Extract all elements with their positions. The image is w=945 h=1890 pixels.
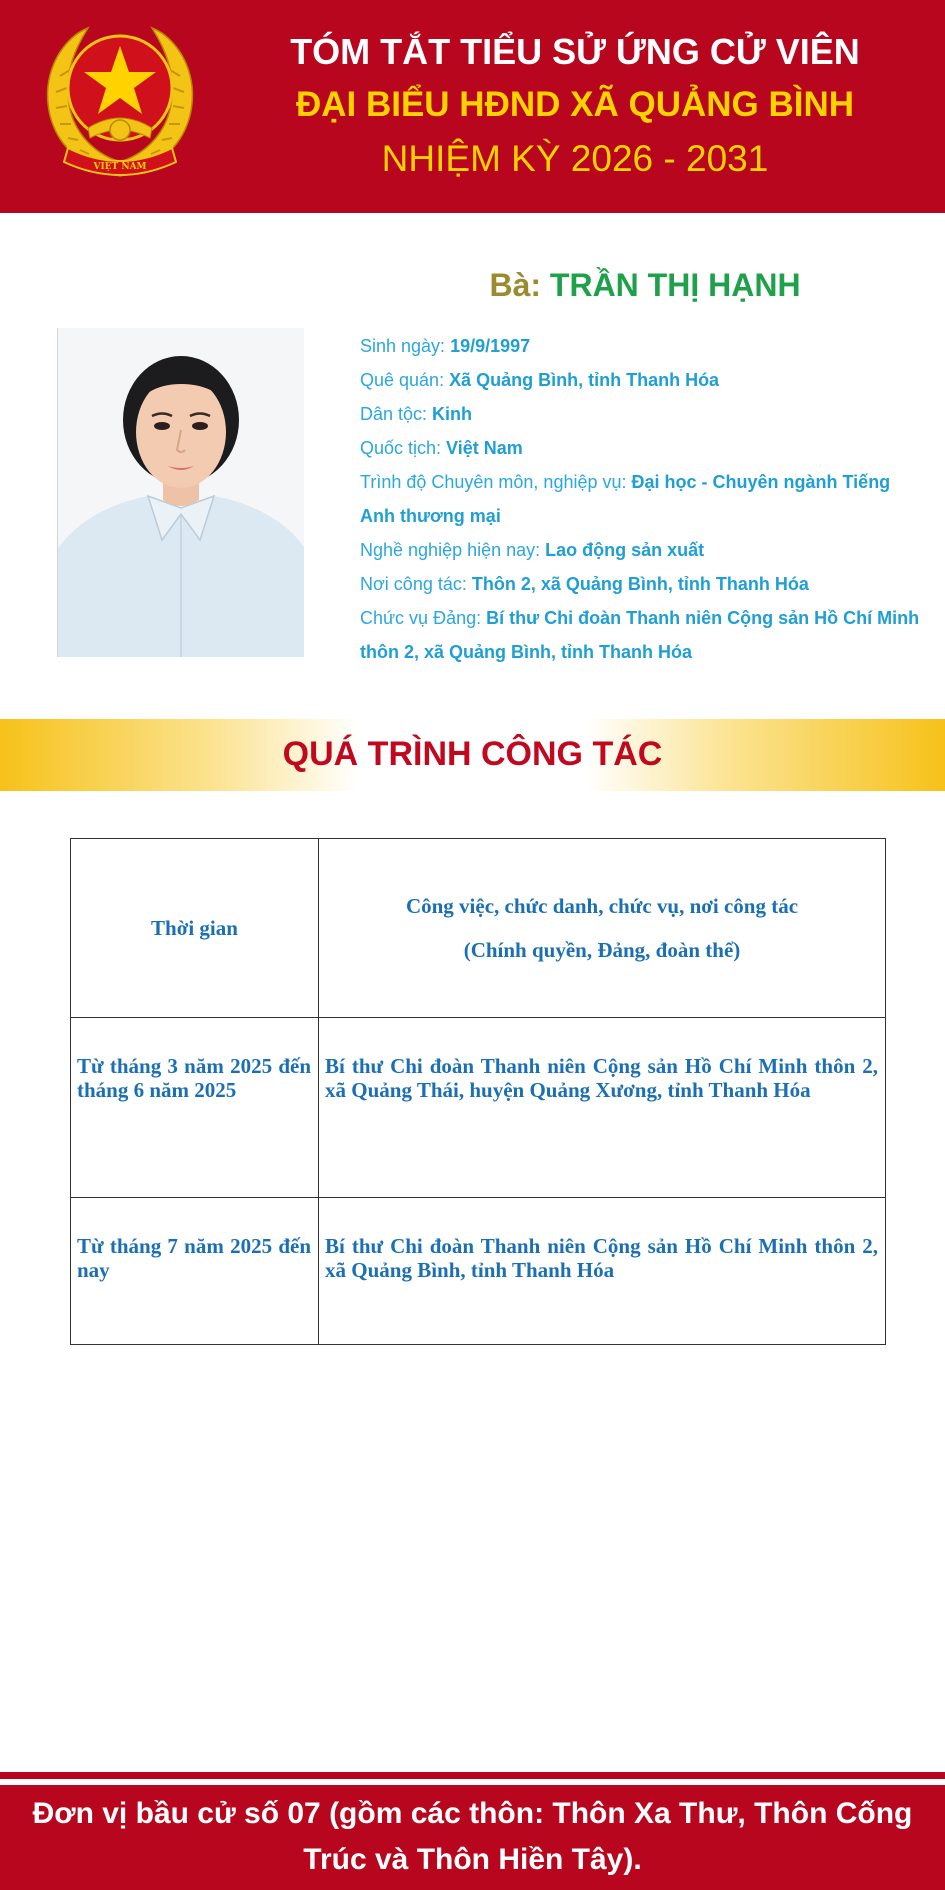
- table-cell-time: Từ tháng 3 năm 2025 đến tháng 6 năm 2025: [71, 1018, 319, 1198]
- table-cell-time: Từ tháng 7 năm 2025 đến nay: [71, 1198, 319, 1345]
- section-title: QUÁ TRÌNH CÔNG TÁC: [282, 735, 663, 773]
- info-label: Dân tộc:: [360, 404, 433, 424]
- info-occupation: [360, 533, 920, 567]
- footer-text: Đơn vị bầu cử số 07 (gồm các thôn: Thôn Xa Thư, Thôn Cống Trúc và Thôn Hiền Tây).: [32, 1797, 913, 1876]
- info-label: Trình độ Chuyên môn, nghiệp vụ:: [360, 472, 632, 492]
- table-cell-work: Bí thư Chi đoàn Thanh niên Cộng sản Hồ Chí Minh thôn 2, xã Quảng Thái, huyện Quảng Xương, tỉnh Thanh Hóa: [319, 1018, 886, 1198]
- info-value: Bí thư Chi đoàn Thanh niên Cộng sản Hồ Chí Minh thôn 2, xã Quảng Bình, tỉnh Thanh Hóa: [360, 608, 920, 662]
- table-header-work: [319, 839, 886, 1018]
- info-value: Xã Quảng Bình, tỉnh Thanh Hóa: [449, 370, 720, 390]
- portrait-photo: [57, 328, 304, 657]
- info-label: Sinh ngày:: [360, 336, 451, 356]
- info-ethnicity: [360, 397, 920, 431]
- info-label: Nơi công tác:: [360, 574, 472, 594]
- info-birthdate: [360, 329, 920, 363]
- portrait-illustration: [58, 328, 304, 657]
- info-value: Đại học - Chuyên ngành Tiếng Anh thương mại: [360, 472, 891, 526]
- candidate-info-list: [360, 329, 920, 669]
- info-nationality: [360, 431, 920, 465]
- info-value: Thôn 2, xã Quảng Bình, tỉnh Thanh Hóa: [471, 574, 809, 594]
- info-value: Việt Nam: [446, 438, 523, 458]
- info-label: Quốc tịch:: [360, 438, 447, 458]
- table-header-work-line1: Công việc, chức danh, chức vụ, nơi công tác: [405, 894, 799, 918]
- table-header-row: [71, 839, 886, 1018]
- candidate-name: TRẦN THỊ HẠNH: [549, 267, 801, 303]
- header-title: TÓM TẮT TIỂU SỬ ỨNG CỬ VIÊN: [290, 31, 860, 72]
- info-value: 19/9/1997: [450, 336, 531, 356]
- info-workplace: [360, 567, 920, 601]
- info-value: Lao động sản xuất: [545, 540, 705, 560]
- info-label: Nghề nghiệp hiện nay:: [360, 540, 546, 560]
- table-row: [71, 1018, 886, 1198]
- table-header-work-line2: (Chính quyền, Đảng, đoàn thể): [463, 938, 741, 962]
- info-hometown: [360, 363, 920, 397]
- info-education: [360, 465, 920, 533]
- info-party-position: [360, 601, 920, 669]
- emblem-ribbon-text: VIỆT NAM: [93, 162, 147, 172]
- footer-stripe: [0, 1772, 945, 1779]
- info-value: Kinh: [432, 404, 473, 424]
- national-emblem-icon: [38, 16, 202, 184]
- candidate-prefix: Bà:: [489, 267, 542, 303]
- header-subtitle: ĐẠI BIỂU HĐND XÃ QUẢNG BÌNH: [295, 85, 855, 124]
- info-label: Quê quán:: [360, 370, 450, 390]
- info-label: Chức vụ Đảng:: [360, 608, 487, 628]
- header-term: NHIỆM KỲ 2026 - 2031: [381, 138, 769, 179]
- candidate-name-line: [410, 262, 880, 308]
- table-row: [71, 1198, 886, 1345]
- work-history-table: [70, 838, 886, 1345]
- table-header-time: Thời gian: [71, 839, 319, 1018]
- table-cell-work: Bí thư Chi đoàn Thanh niên Cộng sản Hồ Chí Minh thôn 2, xã Quảng Bình, tỉnh Thanh Hóa: [319, 1198, 886, 1345]
